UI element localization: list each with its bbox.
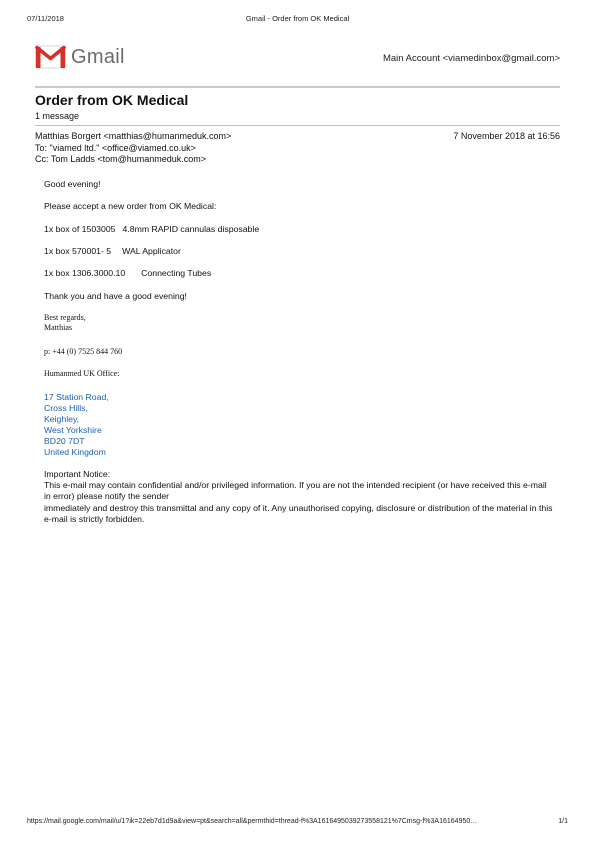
message-count: 1 message bbox=[35, 111, 80, 121]
greeting: Good evening! bbox=[44, 179, 101, 189]
intro-line: Please accept a new order from OK Medical: bbox=[44, 201, 217, 211]
header-divider bbox=[35, 86, 560, 88]
address-line[interactable]: 17 Station Road, bbox=[44, 392, 109, 402]
item-quantity: 1x box 570001- 5 bbox=[44, 246, 112, 256]
item-description: WAL Applicator bbox=[122, 246, 181, 256]
sent-date: 7 November 2018 at 16:56 bbox=[453, 131, 560, 141]
address-line[interactable]: West Yorkshire bbox=[44, 425, 102, 435]
item-quantity: 1x box 1306.3000.10 bbox=[44, 268, 126, 278]
sender: Matthias Borgert <matthias@humanmeduk.com> bbox=[35, 131, 232, 141]
footer-url: https://mail.google.com/mail/u/1?ik=22eb7d1d9a&view=pt&search=all&permthid=thread-f%3A1616495039273558121%7Cmsg-f%3A16164950… bbox=[27, 818, 478, 825]
email-subject: Order from OK Medical bbox=[35, 92, 189, 108]
subject-divider bbox=[35, 125, 560, 126]
gmail-logo-text: Gmail bbox=[71, 46, 125, 68]
address-line[interactable]: Cross Hills, bbox=[44, 403, 88, 413]
item-quantity: 1x box of 1503005 bbox=[44, 224, 116, 234]
page-number: 1/1 bbox=[558, 818, 568, 825]
print-title: Gmail - Order from OK Medical bbox=[245, 14, 350, 23]
recipient-to: To: "viamed ltd." <office@viamed.co.uk> bbox=[35, 143, 196, 153]
print-date: 07/11/2018 bbox=[27, 14, 64, 23]
office-label: Humanmed UK Office: bbox=[44, 369, 120, 378]
address-line[interactable]: Keighley, bbox=[44, 414, 80, 424]
order-item bbox=[44, 268, 211, 278]
recipient-cc: Cc: Tom Ladds <tom@humanmeduk.com> bbox=[35, 154, 207, 164]
address-line[interactable]: BD20 7DT bbox=[44, 436, 85, 446]
item-description: Connecting Tubes bbox=[141, 268, 212, 278]
signature-name: Matthias bbox=[44, 323, 72, 332]
important-notice bbox=[44, 469, 554, 525]
gmail-logo[interactable] bbox=[35, 45, 131, 71]
phone-number: p: +44 (0) 7525 844 760 bbox=[44, 347, 123, 356]
order-item bbox=[44, 246, 181, 256]
account-label: Main Account <viamedinbox@gmail.com> bbox=[382, 53, 560, 64]
notice-paragraph: This e-mail may contain confidential and/or privileged information. If you are not the intended recipient (or have received this e-mail in error) please notify the sender bbox=[44, 480, 547, 502]
notice-paragraph: immediately and destroy this transmittal and any copy of it. Any unauthorised copying, disclosure or distribution of the material in this e-mail is strictly forbidden. bbox=[44, 502, 553, 524]
regards: Best regards, bbox=[44, 313, 86, 322]
item-description: 4.8mm RAPID cannulas disposable bbox=[122, 224, 260, 234]
address-line[interactable]: United Kingdom bbox=[44, 447, 106, 457]
gmail-envelope-icon bbox=[35, 45, 66, 69]
notice-title: Important Notice: bbox=[44, 469, 111, 479]
order-item bbox=[44, 224, 259, 234]
closing-line: Thank you and have a good evening! bbox=[44, 291, 187, 301]
